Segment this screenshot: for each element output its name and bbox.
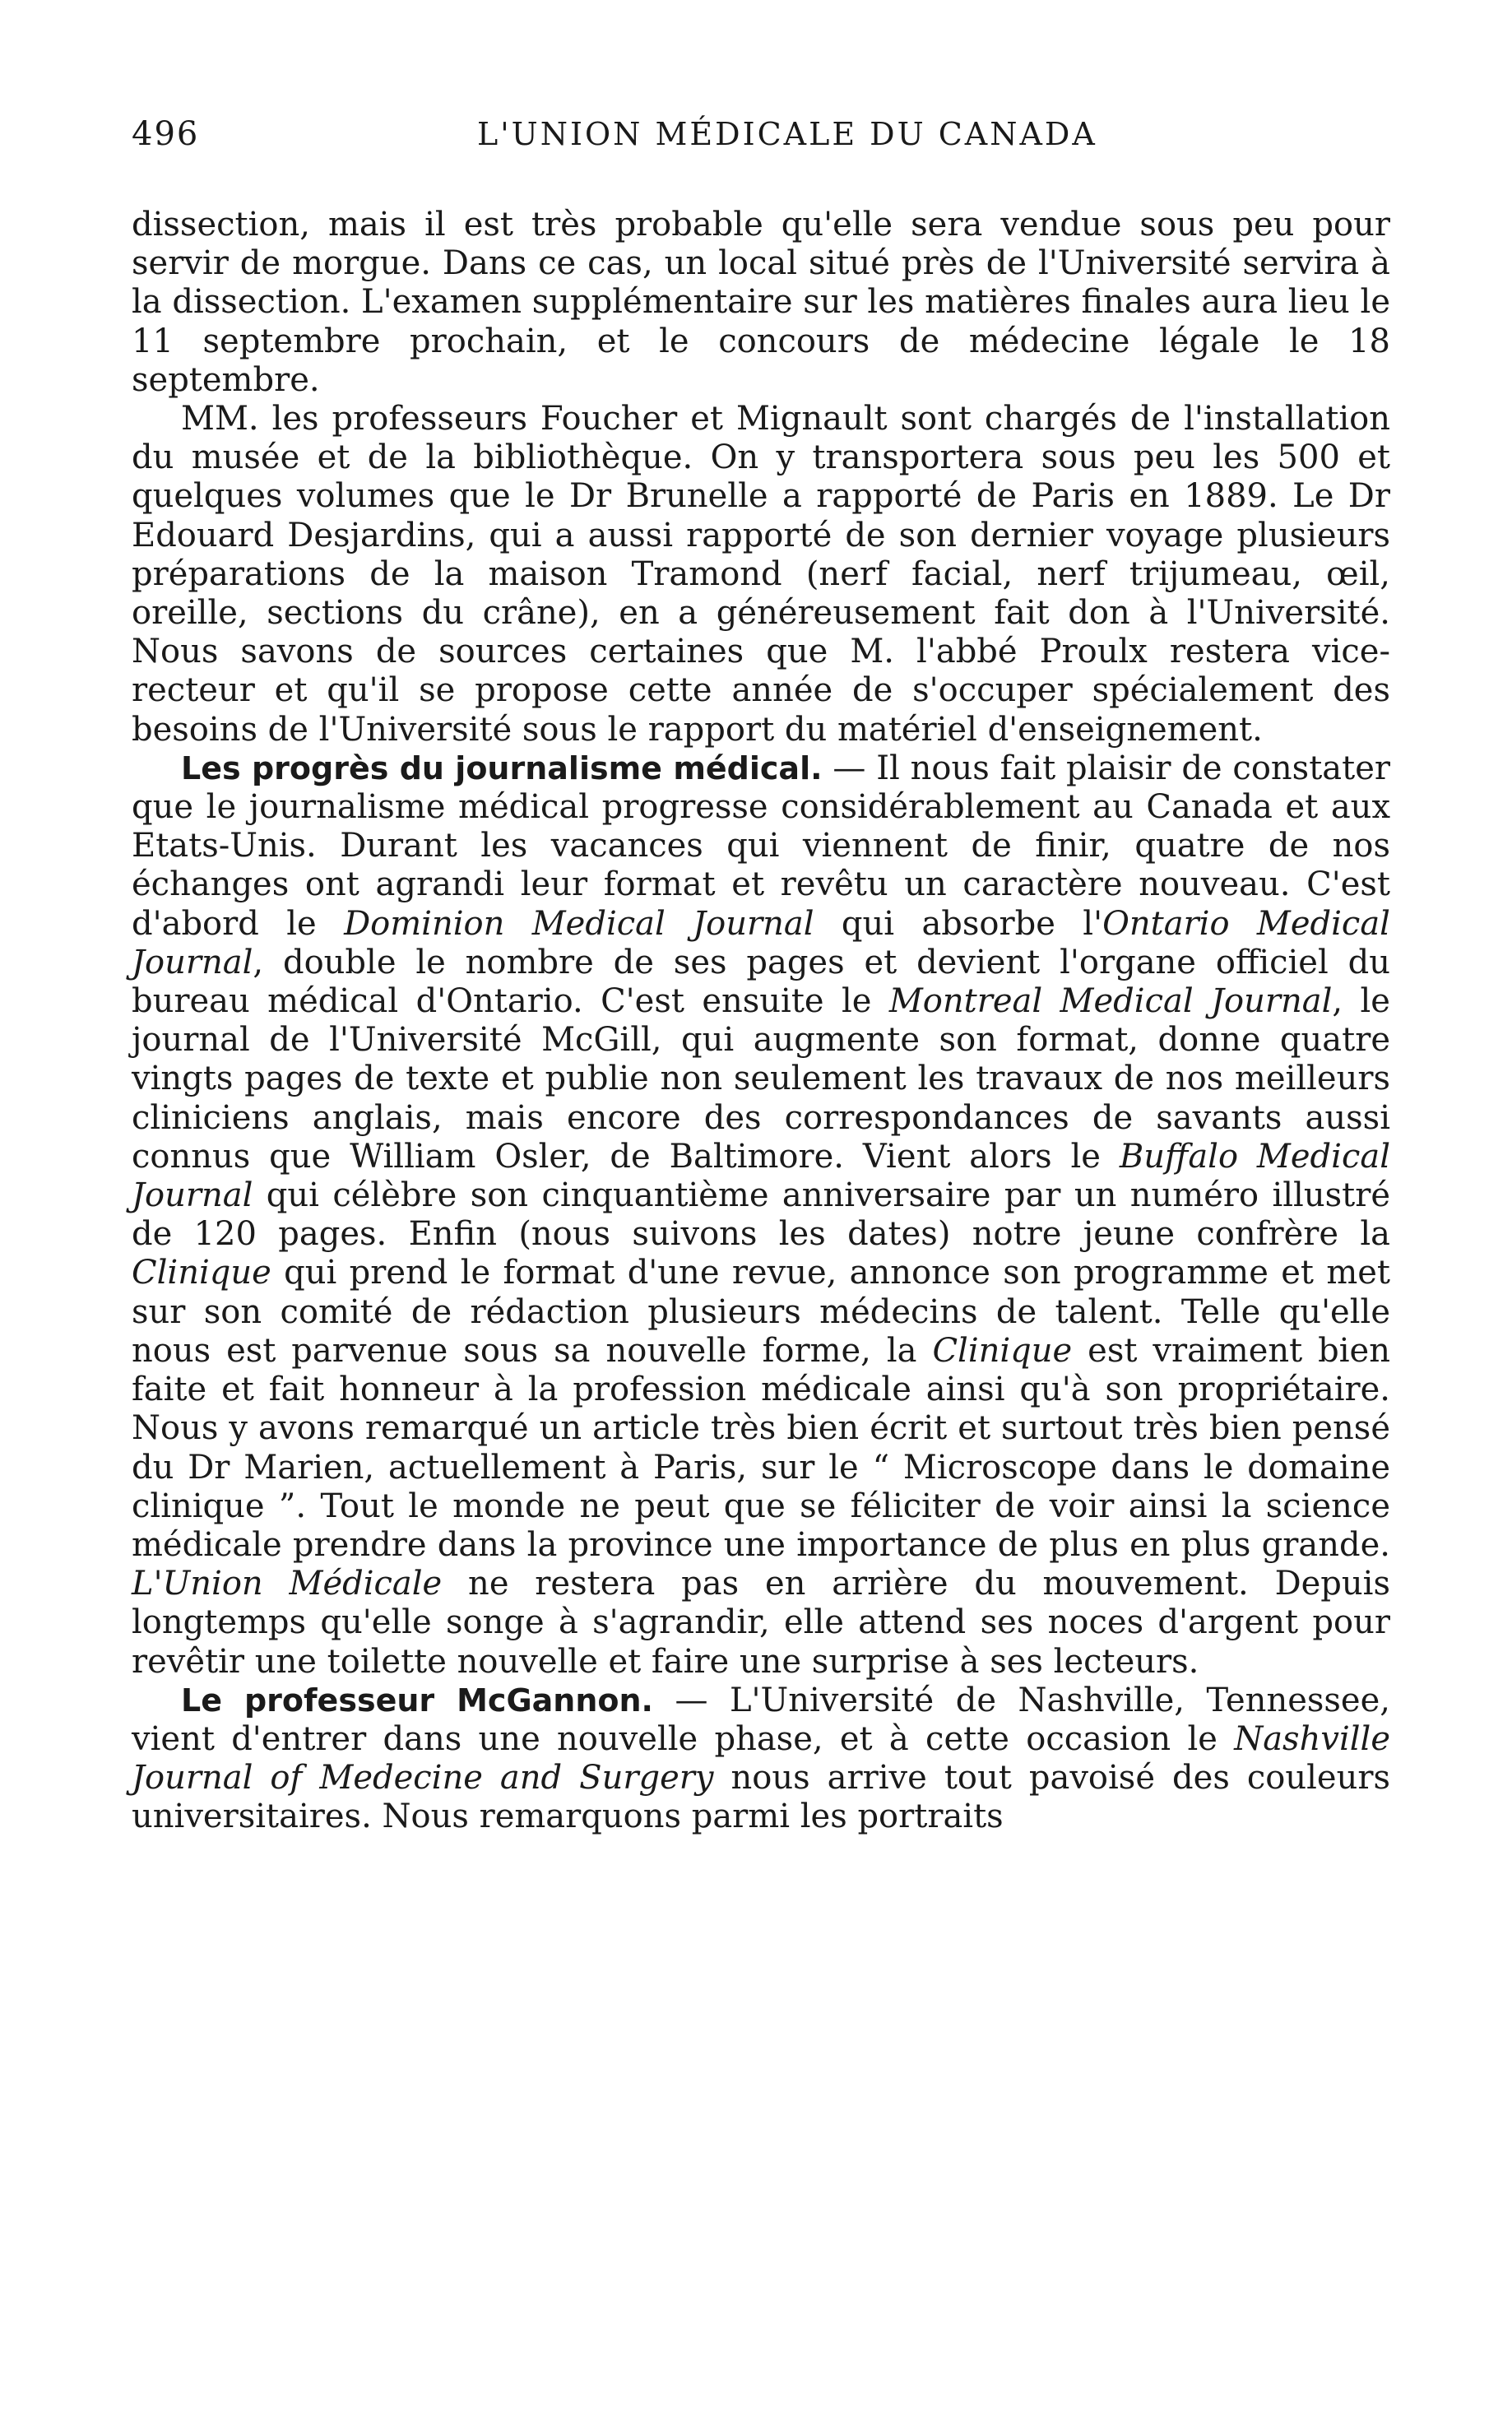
section-heading-mcgannon: Le professeur McGannon. [181,1682,653,1719]
text-run: qui prend le format d'une revue, annonce son programme et met sur son comité de rédaction plusieurs médecins de talent. Telle qu'elle nous est parvenue sous sa nouvelle forme, la [132,1254,1390,1370]
section-professeur-mcgannon [132,1682,1390,1837]
text-run: , double le nombre de ses pages et devient l'organe officiel du bureau médical d'Ontario. C'est ensuite le [132,943,1390,1021]
text-run: , le journal de l'Université McGill, qui augmente son format, donne quatre vingts pages de texte et publie non seulement les travaux de nos meilleurs cliniciens anglais, mais encore des correspondances de savants aussi connus que William Osler, de Baltimore. Vient alors le [132,982,1390,1176]
text-run: ne restera pas en arrière du mouvement. Depuis longtemps qu'elle songe à s'agrandir, elle attend ses noces d'argent pour revêtir une toilette nouvelle et faire une surprise à ses lecteurs. [132,1565,1390,1681]
running-title: L'UNION MÉDICALE DU CANADA [477,116,1097,152]
section-heading-journalisme: Les progrès du journalisme médical. [181,749,823,786]
page-header [132,115,1390,173]
text-run: nous arrive tout pavoisé des couleurs universitaires. Nous remarquons parmi les portraits [132,1759,1390,1836]
journal-title: Dominion Medical Journal [344,904,814,943]
text-run: qui absorbe l' [814,904,1103,943]
text-run: — L'Université de Nashville, Tennessee, vient d'entrer dans une nouvelle phase, et à cette occasion le [132,1681,1390,1758]
paragraph-installation: MM. les professeurs Foucher et Mignault sont chargés de l'installation du musée et de la bibliothèque. On y transportera sous peu les 500 et quelques volumes que le Dr Brunelle a rapporté de Paris en 1889. Le Dr Edouard Desjardins, qui a aussi rapporté de son dernier voyage plusieurs préparations de la maison Tramond (nerf facial, nerf trijumeau, œil, oreille, sections du crâne), en a généreusement fait don à l'Université. Nous savons de sources certaines que M. l'abbé Proulx restera vice-recteur et qu'il se propose cette année de s'occuper spécialement des besoins de l'Université sous le rapport du matériel d'enseignement. [132,400,1390,749]
text-run: qui célèbre son cinquantième anniversaire par un numéro illustré de 120 pages. Enfin (nous suivons les dates) notre jeune confrère la [132,1176,1390,1254]
journal-title: Clinique [132,1254,271,1292]
page-number: 496 [132,115,200,153]
article-body [132,206,1390,1837]
journal-title: Clinique [932,1331,1073,1370]
journal-page [132,115,1390,1837]
journal-title: Nashville Journal of Medecine and Surgery [132,1719,1390,1798]
text-run: — Il nous fait plaisir de constater que le journalisme médical progresse considérablement au Canada et aux Etats-Unis. Durant les vacances qui viennent de finir, quatre de nos échanges ont agrandi leur format et revêtu un caractère nouveau. C'est d'abord le [132,749,1390,943]
journal-title: Ontario Medical Journal [132,904,1390,981]
text-run: est vraiment bien faite et fait honneur à la profession médicale ainsi qu'à son propriétaire. Nous y avons remarqué un article très bien écrit et surtout très bien pensé du Dr Marien, actuellement à Paris, sur le “ Microscope dans le domaine clinique ”. Tout le monde ne peut que se féliciter de voir ainsi la science médicale prendre dans la province une importance de plus en plus grande. [132,1331,1390,1564]
paragraph-dissection: dissection, mais il est très probable qu'elle sera vendue sous peu pour servir de morgue. Dans ce cas, un local situé près de l'Université servira à la dissection. L'examen supplémentaire sur les matières finales aura lieu le 11 septembre prochain, et le concours de médecine légale le 18 septembre. [132,206,1390,399]
section-journalisme-medical [132,749,1390,1682]
journal-title: Montreal Medical Journal [888,982,1333,1021]
journal-title: L'Union Médicale [132,1565,443,1603]
journal-title: Buffalo Medical Journal [132,1137,1390,1215]
